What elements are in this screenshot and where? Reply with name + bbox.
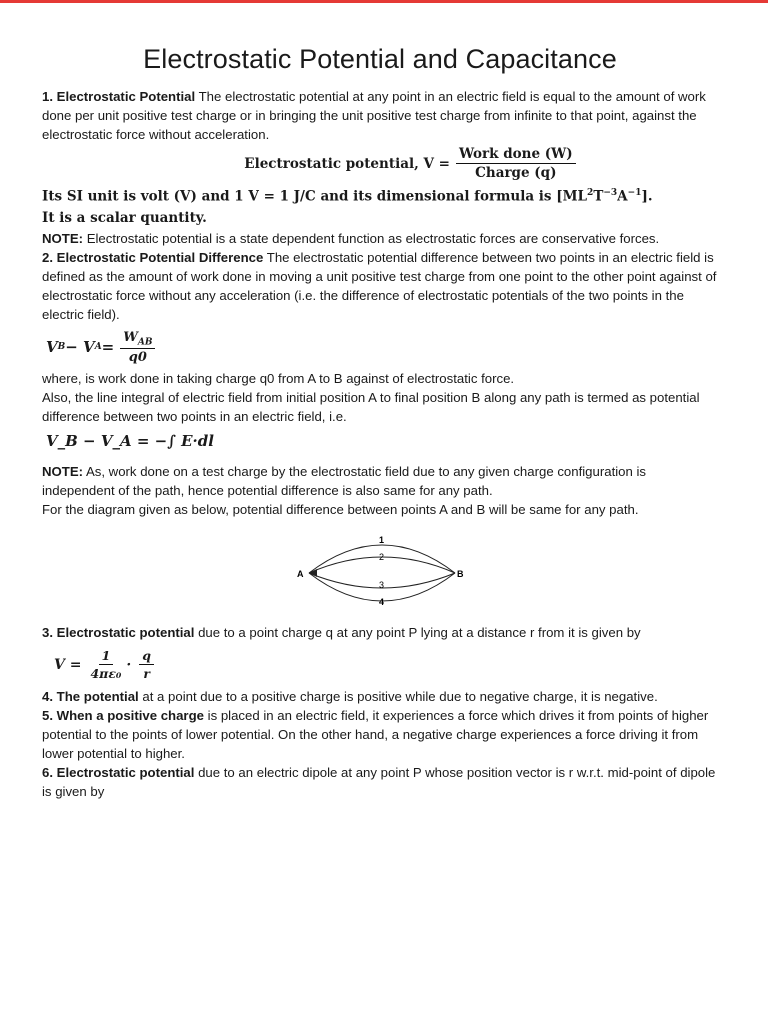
section-3-heading: 3. Electrostatic potential <box>42 625 195 641</box>
potential-fraction <box>456 146 576 181</box>
si-unit-sup-1: 2 <box>587 188 594 198</box>
section-2-text: The electrostatic potential difference between two points in an electric field is defined as the amount of work done in moving a unit positive test charge from one point to the other point against of electrostatic force without any acceleration (i.e. the difference of electrostatic potentials of the two points in the electric field). <box>42 249 717 322</box>
eq2-sub-b: B <box>57 342 66 353</box>
line-integral-paragraph: Also, the line integral of electric field from initial position A to final position B along any path is termed as potential difference between two points in an electric field, i.e. <box>42 390 700 425</box>
eq2-va: − V <box>65 338 95 357</box>
eq4-fraction-2 <box>139 648 154 681</box>
si-unit-sup-3: −1 <box>627 188 642 198</box>
section-1-paragraph <box>42 87 718 144</box>
si-unit-sup-2: −3 <box>603 188 618 198</box>
point-a-label: A <box>297 569 304 580</box>
eq2-denominator: q0 <box>128 350 147 366</box>
note-2-text: As, work done on a test charge by the electrostatic field due to any given charge configuration is independent of the path, hence potential difference is also same for any path. <box>42 464 647 499</box>
path-label-1: 1 <box>379 535 385 546</box>
note-1-paragraph <box>42 229 718 248</box>
section-1-heading: 1. Electrostatic Potential <box>42 89 196 104</box>
si-unit-text-b: T <box>593 188 604 205</box>
note-2-heading: NOTE: <box>42 464 84 480</box>
eq2-num-w: W <box>123 329 138 345</box>
section-4-text: at a point due to a positive charge is positive while due to negative charge, it is negative. <box>138 689 658 705</box>
section-1-text: The electrostatic potential at any point in an electric field is equal to the amount of work done per unit positive test charge or in bringing the unit positive test charge from infinite to that point, against the electrostatic force without acceleration. <box>42 89 706 142</box>
scalar-line: It is a scalar quantity. <box>42 209 207 226</box>
potential-denominator: Charge (q) <box>475 165 557 181</box>
eq2-equals: = <box>101 338 115 357</box>
page-title: Electrostatic Potential and Capacitance <box>143 44 617 74</box>
section-2-heading: 2. Electrostatic Potential Difference <box>42 249 264 265</box>
section-3-text: due to a point charge q at any point P lying at a distance r from it is given by <box>194 625 641 641</box>
path-label-3: 3 <box>379 580 385 591</box>
eq3-text: V_B − V_A = −∫ E·dl <box>46 432 214 451</box>
eq4-den-2: r <box>143 666 150 682</box>
si-unit-text-d: ]. <box>641 188 653 205</box>
eq2-fraction <box>120 330 155 366</box>
si-unit-text-a: Its SI unit is volt (V) and 1 V = 1 J/C and its dimensional formula is [ML <box>42 188 588 205</box>
path-label-2: 2 <box>379 552 385 563</box>
section-2-paragraph <box>42 248 718 324</box>
si-unit-text-c: A <box>617 188 628 205</box>
section-6-paragraph <box>42 763 718 801</box>
point-b-label: B <box>457 569 464 580</box>
path-diagram <box>297 525 467 615</box>
potential-numerator: Work done (W) <box>456 146 576 164</box>
eq2-numerator <box>120 330 155 350</box>
eq4-num-2: q <box>139 648 154 665</box>
section-5-heading: 5. When a positive charge <box>42 708 204 724</box>
section-3-paragraph <box>42 623 718 642</box>
eq4-fraction-1 <box>87 648 124 681</box>
section-4-heading: 4. The potential <box>42 689 139 705</box>
eq2-num-sub: AB <box>137 337 153 348</box>
note-1-text: Electrostatic potential is a state dependent function as electrostatic forces are conservative forces. <box>83 230 660 246</box>
document-page <box>42 44 718 801</box>
top-accent-bar <box>0 0 768 3</box>
eq2-vb: V <box>46 338 58 357</box>
eq2-sub-a: A <box>94 342 102 353</box>
eq4-den-1: 4πε₀ <box>90 666 122 682</box>
section-5-paragraph <box>42 706 718 763</box>
diagram-intro: For the diagram given as below, potential difference between points A and B will be same for any path. <box>42 502 639 518</box>
note-2-paragraph <box>42 462 718 500</box>
where-line: where, is work done in taking charge q0 from A to B against of electrostatic force. <box>42 371 515 387</box>
section-6-heading: 6. Electrostatic potential <box>42 765 195 781</box>
potential-difference-equation <box>46 330 718 366</box>
line-integral-equation <box>46 432 718 450</box>
eq4-num-1: 1 <box>99 648 114 665</box>
section-4-paragraph <box>42 687 718 706</box>
note-1-heading: NOTE: <box>42 230 84 246</box>
eq4-lhs: V = <box>54 656 82 673</box>
si-unit-line <box>42 183 718 208</box>
section-5-text: is placed in an electric field, it experiences a force which drives it from points of higher potential to the points of lower potential. On the other hand, a negative charge experiences a force driving it from lower potential to higher. <box>42 708 709 762</box>
section-6-text: due to an electric dipole at any point P whose position vector is r w.r.t. mid-point of dipole is given by <box>42 765 716 800</box>
potential-formula <box>102 146 718 181</box>
point-charge-equation: V = $\frac{1}{\text{4πε₀}}$ · $\frac{q}{r}$ <box>54 648 718 681</box>
path-label-4: 4 <box>379 597 385 608</box>
potential-formula-label: Electrostatic potential, V = <box>244 155 450 172</box>
